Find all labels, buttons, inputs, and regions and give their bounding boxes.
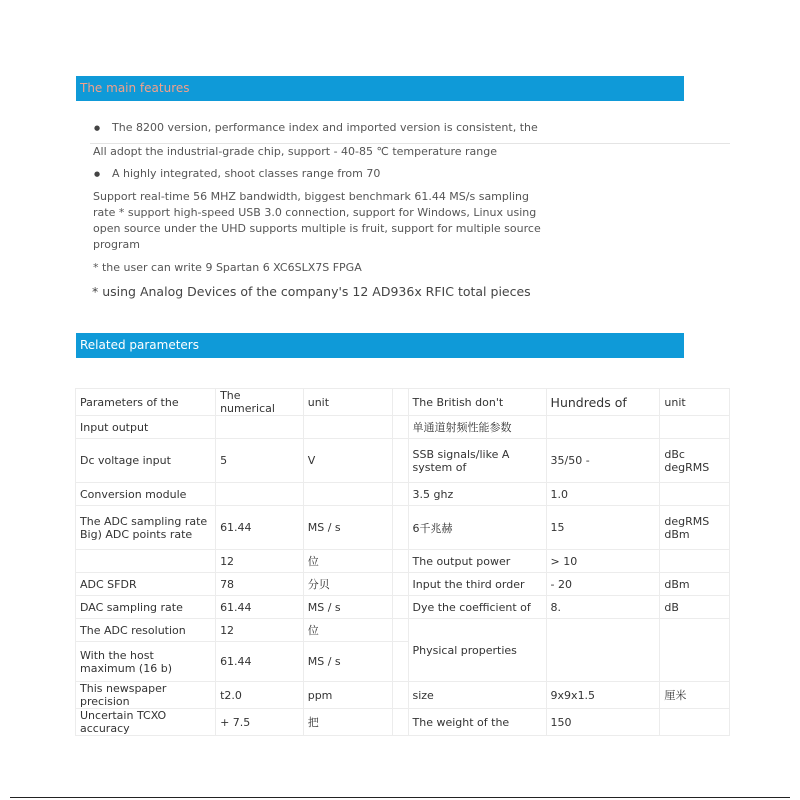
bottom-divider (10, 797, 790, 798)
table-cell: 5 (216, 439, 304, 483)
table-cell: > 10 (546, 550, 660, 573)
table-cell: 位 (303, 550, 393, 573)
table-row (76, 619, 730, 642)
table-cell (660, 550, 730, 573)
table-cell: Dc voltage input (76, 439, 216, 483)
table-cell: degRMS dBm (660, 506, 730, 550)
table-cell: 15 (546, 506, 660, 550)
table-cell: The numerical (216, 389, 304, 416)
table-cell: 61.44 (216, 642, 304, 682)
table-cell: 78 (216, 573, 304, 596)
table-row (76, 416, 730, 439)
table-cell: 位 (303, 619, 393, 642)
feature-item: * using Analog Devices of the company's 12 AD936x RFIC total pieces (92, 284, 531, 299)
table-cell (546, 416, 660, 439)
table-row (76, 483, 730, 506)
table-cell: 把 (303, 709, 393, 736)
table-row (76, 439, 730, 483)
table-row (76, 682, 730, 709)
feature-item: ● The 8200 version, performance index and imported version is consistent, the (112, 120, 672, 136)
table-cell: Physical properties (408, 619, 546, 682)
table-cell: DAC sampling rate (76, 596, 216, 619)
table-cell: t2.0 (216, 682, 304, 709)
table-cell: 厘米 (660, 682, 730, 709)
table-cell: The weight of the (408, 709, 546, 736)
table-cell: unit (303, 389, 393, 416)
table-cell: SSB signals/like A system of (408, 439, 546, 483)
table-cell: 150 (546, 709, 660, 736)
table-cell: ADC SFDR (76, 573, 216, 596)
table-cell: 12 (216, 619, 304, 642)
table-cell: unit (660, 389, 730, 416)
table-cell: ppm (303, 682, 393, 709)
table-cell: MS / s (303, 642, 393, 682)
table-row (76, 506, 730, 550)
table-cell: The ADC sampling rate Big) ADC points rate (76, 506, 216, 550)
feature-item: All adopt the industrial-grade chip, support - 40-85 ℃ temperature range (93, 145, 497, 158)
table-cell: 6千兆赫 (408, 506, 546, 550)
table-cell: 9x9x1.5 (546, 682, 660, 709)
table-cell (660, 483, 730, 506)
table-cell (303, 416, 393, 439)
table-row (76, 550, 730, 573)
table-cell: With the host maximum (16 b) (76, 642, 216, 682)
table-cell: 35/50 - (546, 439, 660, 483)
table-cell: dB (660, 596, 730, 619)
table-cell: 单通道射频性能参数 (408, 416, 546, 439)
table-cell (546, 619, 660, 682)
table-cell: 3.5 ghz (408, 483, 546, 506)
table-cell: dBc degRMS (660, 439, 730, 483)
table-cell: 1.0 (546, 483, 660, 506)
table-cell: V (303, 439, 393, 483)
table-cell (660, 416, 730, 439)
table-cell: 分贝 (303, 573, 393, 596)
table-cell: The output power (408, 550, 546, 573)
table-cell: Conversion module (76, 483, 216, 506)
table-cell (216, 483, 304, 506)
table-cell: Uncertain TCXO accuracy (76, 709, 216, 736)
table-cell: The British don't (408, 389, 546, 416)
table-row (76, 389, 730, 416)
table-cell: - 20 (546, 573, 660, 596)
feature-item: ● A highly integrated, shoot classes range from 70 (112, 166, 672, 182)
table-cell (76, 550, 216, 573)
table-cell: Input output (76, 416, 216, 439)
table-cell: Hundreds of (546, 389, 660, 416)
table-cell: 61.44 (216, 506, 304, 550)
table-cell: MS / s (303, 506, 393, 550)
table-cell (660, 619, 730, 682)
table-row (76, 596, 730, 619)
table-cell: Input the third order (408, 573, 546, 596)
table-cell: MS / s (303, 596, 393, 619)
features-section-header: The main features (76, 76, 684, 101)
table-cell: Parameters of the (76, 389, 216, 416)
table-cell (303, 483, 393, 506)
table-cell: 12 (216, 550, 304, 573)
table-cell: 61.44 (216, 596, 304, 619)
table-cell: 8. (546, 596, 660, 619)
table-cell: dBm (660, 573, 730, 596)
table-cell: size (408, 682, 546, 709)
table-row (76, 573, 730, 596)
table-cell: Dye the coefficient of (408, 596, 546, 619)
feature-item: * the user can write 9 Spartan 6 XC6SLX7S FPGA (93, 261, 362, 274)
table-cell: This newspaper precision (76, 682, 216, 709)
table-cell (216, 416, 304, 439)
params-table (75, 388, 730, 736)
table-cell: The ADC resolution (76, 619, 216, 642)
table-cell (660, 709, 730, 736)
params-section-header: Related parameters (76, 333, 684, 358)
table-cell: + 7.5 (216, 709, 304, 736)
table-row (76, 709, 730, 736)
feature-item: Support real-time 56 MHZ bandwidth, biggest benchmark 61.44 MS/s sampling rate * support high-speed USB 3.0 connection, support for Windows, Linux using open source under the UHD supports multiple is fruit, support for multiple source program (93, 190, 541, 251)
